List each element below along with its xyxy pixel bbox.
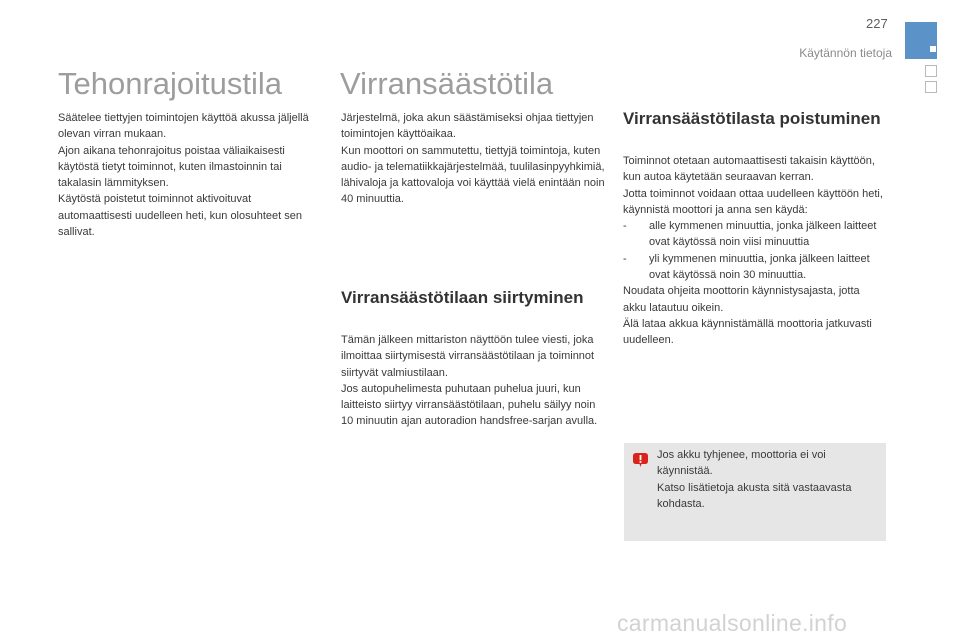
paragraph: Käytöstä poistetut toiminnot aktivoituvat automaattisesti uudelleen heti, kun olosuhteet sen sallivat. [58,193,302,239]
section-marker-empty-2 [925,81,937,93]
heading-tehonrajoitustila: Tehonrajoitustila [58,66,283,101]
section-tab-marker [905,22,937,59]
middle-body [341,110,606,208]
paragraph: Säätelee tiettyjen toimintojen käyttöä akussa jäljellä olevan virran mukaan. [58,112,309,141]
paragraph: Toiminnot otetaan automaattisesti takaisin käyttöön, kun autoa käytetään seuraavan kerran. [623,155,875,184]
list-bullet: - [623,252,627,265]
subheading-poistuminen: Virransäästötilasta poistuminen [623,109,881,128]
warning-icon [633,453,648,467]
subheading-siirtyminen: Virransäästötilaan siirtyminen [341,288,584,307]
section-marker-empty-1 [925,65,937,77]
list-item-text: alle kymmenen minuuttia, jonka jälkeen laitteet ovat käytössä noin viisi minuuttia [649,220,877,249]
warning-line: Jos akku tyhjenee, moottoria ei voi käynnistää. [657,449,826,478]
paragraph: Tämän jälkeen mittariston näyttöön tulee viesti, joka ilmoittaa siirtymisestä virransäästötilaan ja toiminnot siirtyvät valmiustilaan. [341,334,595,379]
right-body [623,153,885,349]
warning-text [657,447,879,512]
middle-sub-body [341,332,609,430]
page-number: 227 [866,16,888,31]
paragraph: Jos autopuhelimesta puhutaan puhelua juuri, kun laitteisto siirtyy virransäästötilaan, puhelu säilyy noin 10 minuutin ajan autoradion handsfree-sarjan avulla. [341,382,598,428]
section-title: Käytännön tietoja [799,46,892,60]
watermark: carmanualsonline.info [617,610,848,636]
warning-line: Katso lisätietoja akusta sitä vastaavasta kohdasta. [657,481,852,510]
paragraph: Jotta toiminnot voidaan ottaa uudelleen käyttöön heti, käynnistä moottori ja anna sen käydä: [623,187,883,216]
warning-note [624,443,886,541]
list-item [623,251,885,284]
paragraph: Ajon aikana tehonrajoitus poistaa väliaikaisesti käytöstä tietyt toiminnot, kuten ilmastoinnin tai takalasin lämmityksen. [58,144,285,190]
list-bullet: - [623,220,627,233]
tab-marker-dot [930,46,936,52]
list-item-text: yli kymmenen minuuttia, jonka jälkeen laitteet ovat käytössä noin 30 minuuttia. [649,252,870,282]
paragraph: Järjestelmä, joka akun säästämiseksi ohjaa tiettyjen toimintojen käyttöaikaa. [341,112,594,141]
left-body [58,110,320,240]
paragraph: Noudata ohjeita moottorin käynnistysajasta, jotta akku latautuu oikein. [623,285,860,314]
paragraph: Älä lataa akkua käynnistämällä moottoria jatkuvasti uudelleen. [623,317,872,347]
paragraph: Kun moottori on sammutettu, tiettyjä toimintoja, kuten audio- ja telematiikkajärjestelmää, tuulilasinpyyhkimiä, lähivaloja ja kattovaloja voi käyttää vielä enintään noin 40 minuuttia. [341,144,605,206]
heading-virransaastotila: Virransäästötila [340,66,554,101]
list-item [623,218,885,251]
